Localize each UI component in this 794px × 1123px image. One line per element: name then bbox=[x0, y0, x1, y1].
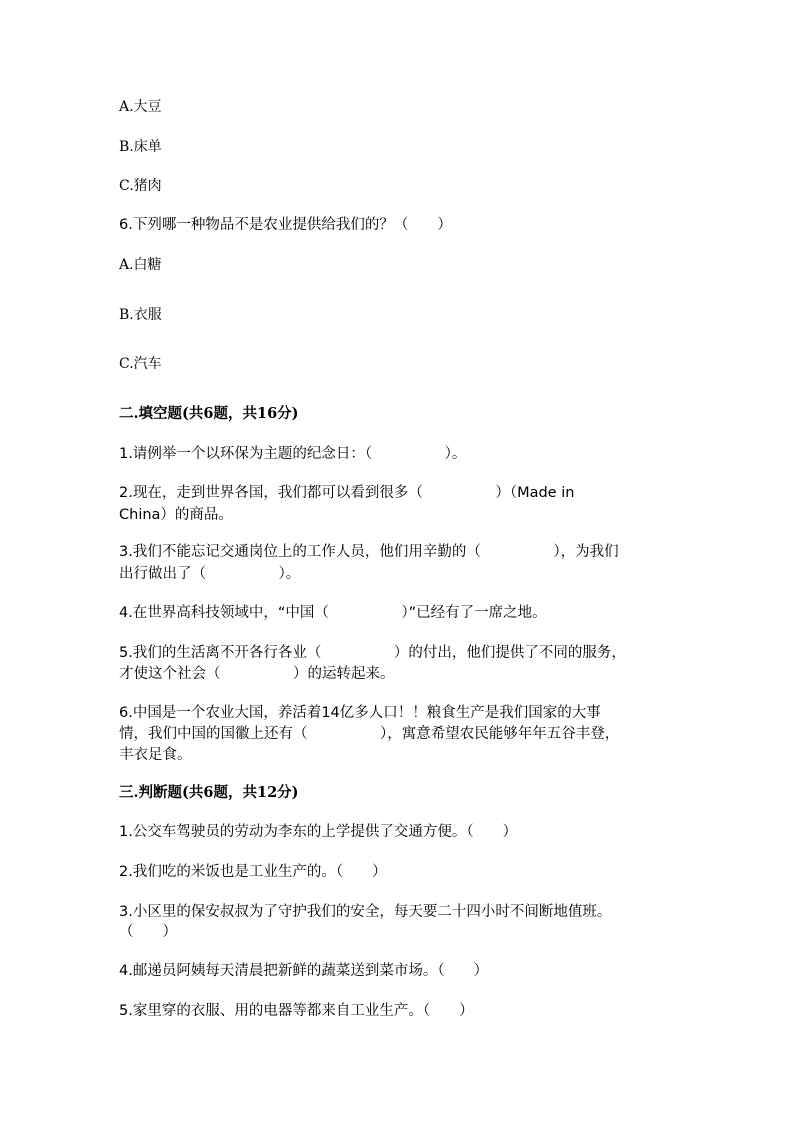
option-a: A.大豆 bbox=[119, 99, 162, 115]
fill-question-line: 2.现在，走到世界各国，我们都可以看到很多（ ）（Made in bbox=[119, 485, 575, 501]
fill-question-line: 才使这个社会（ ）的运转起来。 bbox=[119, 666, 395, 682]
fill-question-line: 6.中国是一个农业大国，养活着14亿多人口！！粮食生产是我们国家的大事 bbox=[119, 705, 601, 721]
judge-question-line: （ ） bbox=[119, 924, 177, 940]
judge-question-line: 1.公交车驾驶员的劳动为李东的上学提供了交通方便。（ ） bbox=[119, 824, 518, 840]
judge-question-line: 4.邮递员阿姨每天清晨把新鲜的蔬菜送到菜市场。（ ） bbox=[119, 963, 489, 979]
fill-question-line: 5.我们的生活离不开各行各业（ ）的付出，他们提供了不同的服务， bbox=[119, 645, 626, 661]
fill-question-line: 出行做出了（ ）。 bbox=[119, 566, 301, 582]
fill-question-line: 4.在世界高科技领域中，“中国（ ）”已经有了一席之地。 bbox=[119, 605, 547, 621]
option-b: B.床单 bbox=[119, 139, 162, 155]
fill-question-line: 1.请例举一个以环保为主题的纪念日：（ ）。 bbox=[119, 446, 467, 462]
option-b: B.衣服 bbox=[119, 307, 162, 323]
option-c: C.汽车 bbox=[119, 356, 162, 372]
fill-question-line: China）的商品。 bbox=[119, 507, 233, 523]
judge-question-line: 3.小区里的保安叔叔为了守护我们的安全，每天要二十四小时不间断地值班。 bbox=[119, 904, 612, 920]
option-a: A.白糖 bbox=[119, 257, 162, 273]
judge-question-line: 5.家里穿的衣服、用的电器等都来自工业生产。（ ） bbox=[119, 1003, 474, 1019]
section-heading: 三.判断题(共6题，共12分) bbox=[119, 784, 299, 801]
question-stem: 6.下列哪一种物品不是农业提供给我们的？（ ） bbox=[119, 217, 452, 233]
fill-question-line: 情，我们中国的国徽上还有（ ），寓意希望农民能够年年五谷丰登， bbox=[119, 726, 620, 742]
section-heading: 二.填空题(共6题，共16分) bbox=[119, 405, 299, 422]
option-c: C.猪肉 bbox=[119, 178, 162, 194]
judge-question-line: 2.我们吃的米饭也是工业生产的。（ ） bbox=[119, 864, 387, 880]
fill-question-line: 3.我们不能忘记交通岗位上的工作人员，他们用辛勤的（ ），为我们 bbox=[119, 544, 619, 560]
fill-question-line: 丰衣足食。 bbox=[119, 747, 192, 763]
